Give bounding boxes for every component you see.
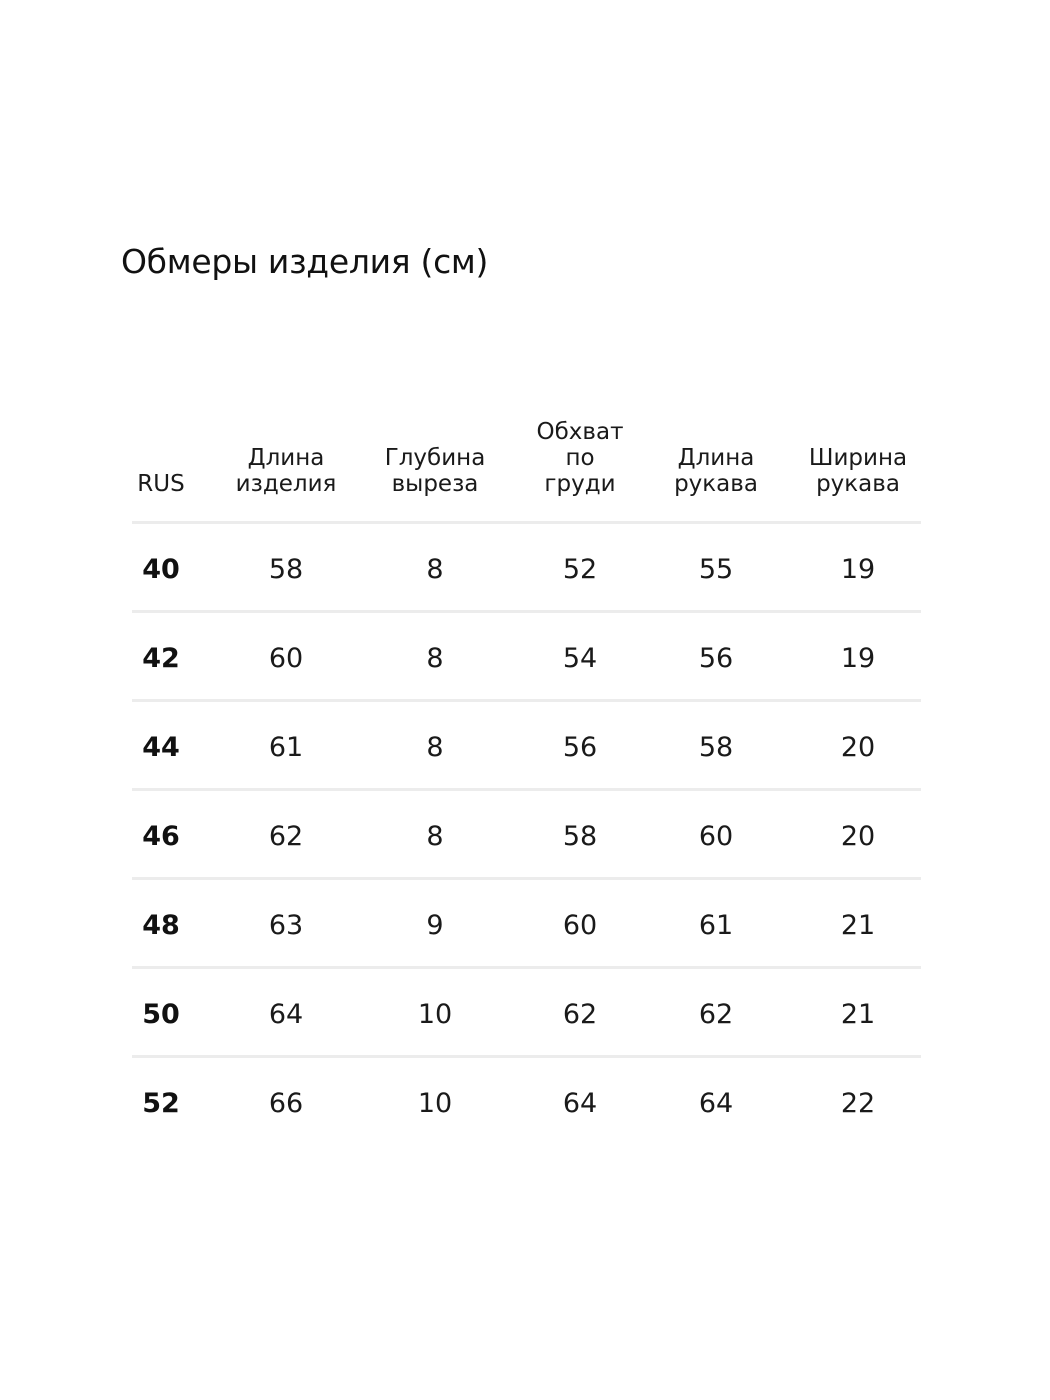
neck-depth-cell: 8 bbox=[426, 732, 444, 763]
length-cell: 64 bbox=[268, 999, 304, 1030]
table-row bbox=[132, 524, 921, 613]
chest-cell: 64 bbox=[562, 1088, 598, 1119]
page-title: Обмеры изделия (см) bbox=[121, 242, 489, 281]
sleeve-width-cell: 20 bbox=[840, 821, 876, 852]
size-table bbox=[132, 410, 921, 1144]
header-chest: Обхват по груди bbox=[536, 419, 624, 497]
sleeve-width-cell: 21 bbox=[840, 999, 876, 1030]
neck-depth-cell: 10 bbox=[417, 1088, 453, 1119]
sleeve-length-cell: 58 bbox=[698, 732, 734, 763]
sleeve-width-cell: 20 bbox=[840, 732, 876, 763]
size-cell: 50 bbox=[142, 999, 180, 1030]
sleeve-width-cell: 19 bbox=[840, 643, 876, 674]
chest-cell: 60 bbox=[562, 910, 598, 941]
sleeve-width-cell: 22 bbox=[840, 1088, 876, 1119]
table-row bbox=[132, 791, 921, 880]
length-cell: 66 bbox=[268, 1088, 304, 1119]
sleeve-length-cell: 55 bbox=[698, 554, 734, 585]
table-row bbox=[132, 880, 921, 969]
sleeve-width-cell: 19 bbox=[840, 554, 876, 585]
neck-depth-cell: 8 bbox=[426, 821, 444, 852]
table-row bbox=[132, 613, 921, 702]
sleeve-width-cell: 21 bbox=[840, 910, 876, 941]
sleeve-length-cell: 62 bbox=[698, 999, 734, 1030]
length-cell: 62 bbox=[268, 821, 304, 852]
header-length: Длина изделия bbox=[235, 445, 337, 497]
sleeve-length-cell: 60 bbox=[698, 821, 734, 852]
length-cell: 58 bbox=[268, 554, 304, 585]
table-row bbox=[132, 969, 921, 1058]
header-sleeve-width: Ширина рукава bbox=[808, 445, 908, 497]
size-cell: 48 bbox=[142, 910, 180, 941]
length-cell: 61 bbox=[268, 732, 304, 763]
header-neck-depth: Глубина выреза bbox=[384, 445, 486, 497]
neck-depth-cell: 8 bbox=[426, 554, 444, 585]
sleeve-length-cell: 61 bbox=[698, 910, 734, 941]
neck-depth-cell: 9 bbox=[426, 910, 444, 941]
sleeve-length-cell: 64 bbox=[698, 1088, 734, 1119]
length-cell: 63 bbox=[268, 910, 304, 941]
header-rus: RUS bbox=[137, 471, 185, 497]
neck-depth-cell: 8 bbox=[426, 643, 444, 674]
chest-cell: 58 bbox=[562, 821, 598, 852]
neck-depth-cell: 10 bbox=[417, 999, 453, 1030]
size-cell: 40 bbox=[142, 554, 180, 585]
chest-cell: 54 bbox=[562, 643, 598, 674]
size-cell: 42 bbox=[142, 643, 180, 674]
header-sleeve-length: Длина рукава bbox=[674, 445, 758, 497]
table-header bbox=[132, 410, 921, 524]
size-cell: 46 bbox=[142, 821, 180, 852]
table-row bbox=[132, 1058, 921, 1144]
table-row bbox=[132, 702, 921, 791]
chest-cell: 56 bbox=[562, 732, 598, 763]
size-cell: 44 bbox=[142, 732, 180, 763]
length-cell: 60 bbox=[268, 643, 304, 674]
size-cell: 52 bbox=[142, 1088, 180, 1119]
chest-cell: 62 bbox=[562, 999, 598, 1030]
sleeve-length-cell: 56 bbox=[698, 643, 734, 674]
chest-cell: 52 bbox=[562, 554, 598, 585]
